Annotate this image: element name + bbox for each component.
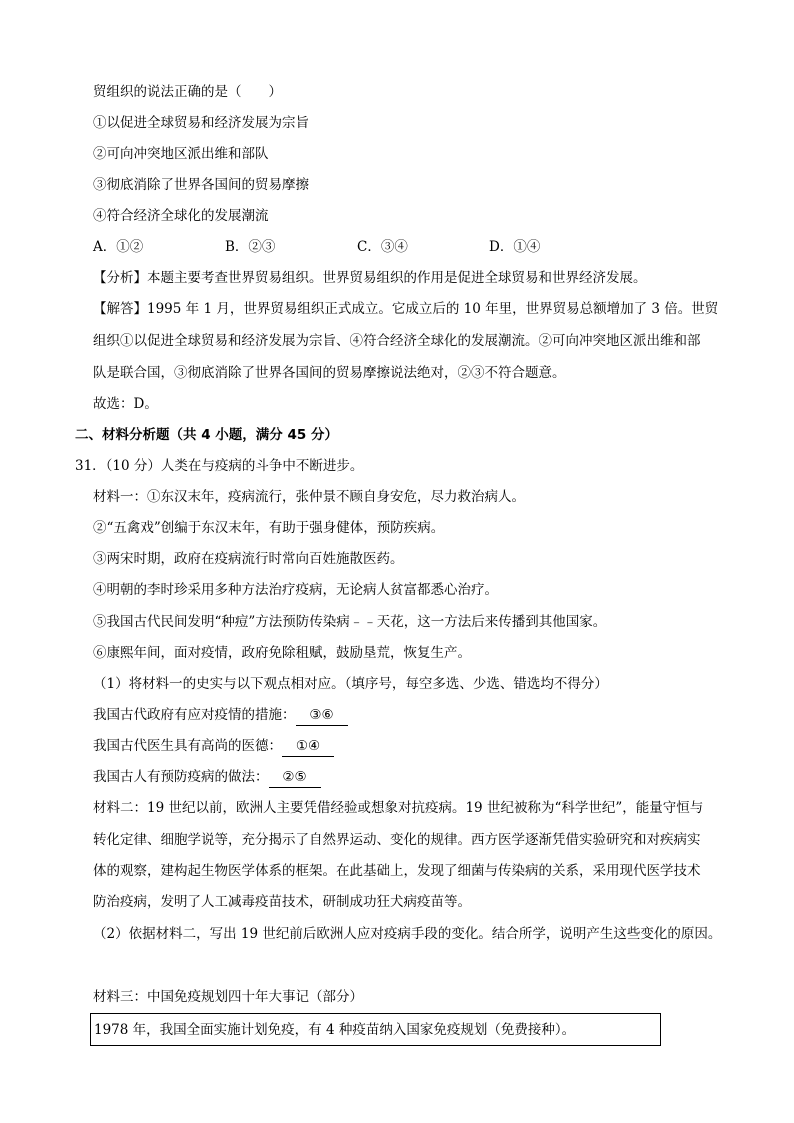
material1-line-6: ⑥康熙年间，面对疫情，政府免除租赋，鼓励垦荒，恢复生产。	[93, 645, 471, 661]
material1-line-4: ④明朝的李时珍采用多种方法治疗疫病，无论病人贫富都悉心治疗。	[93, 582, 498, 598]
material2-line-4: 防治疫病，发明了人工减毒疫苗技术，研制成功狂犬病疫苗等。	[93, 894, 471, 910]
option-d: D．①④	[489, 239, 541, 255]
blank-row-2	[93, 736, 334, 757]
q30-options	[93, 237, 621, 257]
blank-answer-2: ①④	[282, 736, 334, 757]
material1-line-5: ⑤我国古代民间发明“种痘”方法预防传染病﹣﹣天花，这一方法后来传播到其他国家。	[93, 614, 607, 630]
option-b: B．②③	[225, 239, 276, 255]
q30-answer-line-1: 【解答】1995 年 1 月，世界贸易组织正式成立。它成立后的 10 年里，世界贸易总额增加了 3 倍。世贸	[93, 301, 719, 317]
material1-line-1: 材料一：①东汉末年，疫病流行，张仲景不顾自身安危，尽力救治病人。	[93, 489, 525, 505]
q30-item-3: ③彻底消除了世界各国间的贸易摩擦	[93, 177, 309, 193]
material1-line-3: ③两宋时期，政府在疫病流行时常向百姓施散医药。	[93, 551, 404, 567]
material2-line-2: 转化定律、细胞学说等，充分揭示了自然界运动、变化的规律。西方医学逐渐凭借实验研究和对疾病实	[93, 832, 701, 848]
material3-box	[90, 1013, 661, 1046]
material3-box-text: 1978 年，我国全面实施计划免疫，有 4 种疫苗纳入国家免疫规划（免费接种）。	[94, 1022, 576, 1038]
blank-row-3	[93, 767, 321, 788]
q30-analysis: 【分析】本题主要考查世界贸易组织。世界贸易组织的作用是促进全球贸易和世界经济发展。	[93, 270, 647, 286]
blank-label-1: 我国古代政府有应对疫情的措施：	[93, 707, 296, 723]
material1-line-2: ②“五禽戏”创编于东汉末年，有助于强身健体，预防疾病。	[93, 520, 445, 536]
q30-item-4: ④符合经济全球化的发展潮流	[93, 208, 269, 224]
sub-question-1: （1）将材料一的史实与以下观点相对应。（填序号，每空多选、少选、错选均不得分）	[93, 676, 608, 692]
material3-title: 材料三：中国免疫规划四十年大事记（部分）	[93, 989, 363, 1005]
option-c: C．③④	[357, 239, 408, 255]
q31-stem: 31．（10 分）人类在与疫病的斗争中不断进步。	[75, 458, 364, 474]
q30-item-2: ②可向冲突地区派出维和部队	[93, 146, 269, 162]
q30-item-1: ①以促进全球贸易和经济发展为宗旨	[93, 115, 309, 131]
blank-label-3: 我国古人有预防疫病的做法：	[93, 769, 269, 785]
blank-label-2: 我国古代医生具有高尚的医德：	[93, 738, 282, 754]
sub-question-2: （2）依据材料二，写出 19 世纪前后欧洲人应对疫病手段的变化。结合所学，说明产生这些变化的原因。	[93, 926, 722, 942]
q30-stem-tail: 贸组织的说法正确的是（ ）	[93, 84, 282, 100]
blank-answer-1: ③⑥	[296, 705, 348, 726]
blank-answer-3: ②⑤	[269, 767, 321, 788]
option-a: A．①②	[93, 239, 144, 255]
q30-choice: 故选：D。	[93, 396, 158, 412]
material2-line-1: 材料二：19 世纪以前，欧洲人主要凭借经验或想象对抗疫病。19 世纪被称为“科学世纪”，能量守恒与	[93, 800, 704, 816]
q30-answer-line-3: 队是联合国，③彻底消除了世界各国间的贸易摩擦说法绝对，②③不符合题意。	[93, 365, 566, 381]
section-title: 二、材料分析题（共 4 小题，满分 45 分）	[75, 427, 338, 443]
material2-line-3: 体的观察，建构起生物医学体系的框架。在此基础上，发现了细菌与传染病的关系，采用现代医学技术	[93, 863, 701, 879]
blank-row-1	[93, 705, 348, 726]
q30-answer-line-2: 组织①以促进全球贸易和经济发展为宗旨、④符合经济全球化的发展潮流。②可向冲突地区派出维和部	[93, 333, 701, 349]
